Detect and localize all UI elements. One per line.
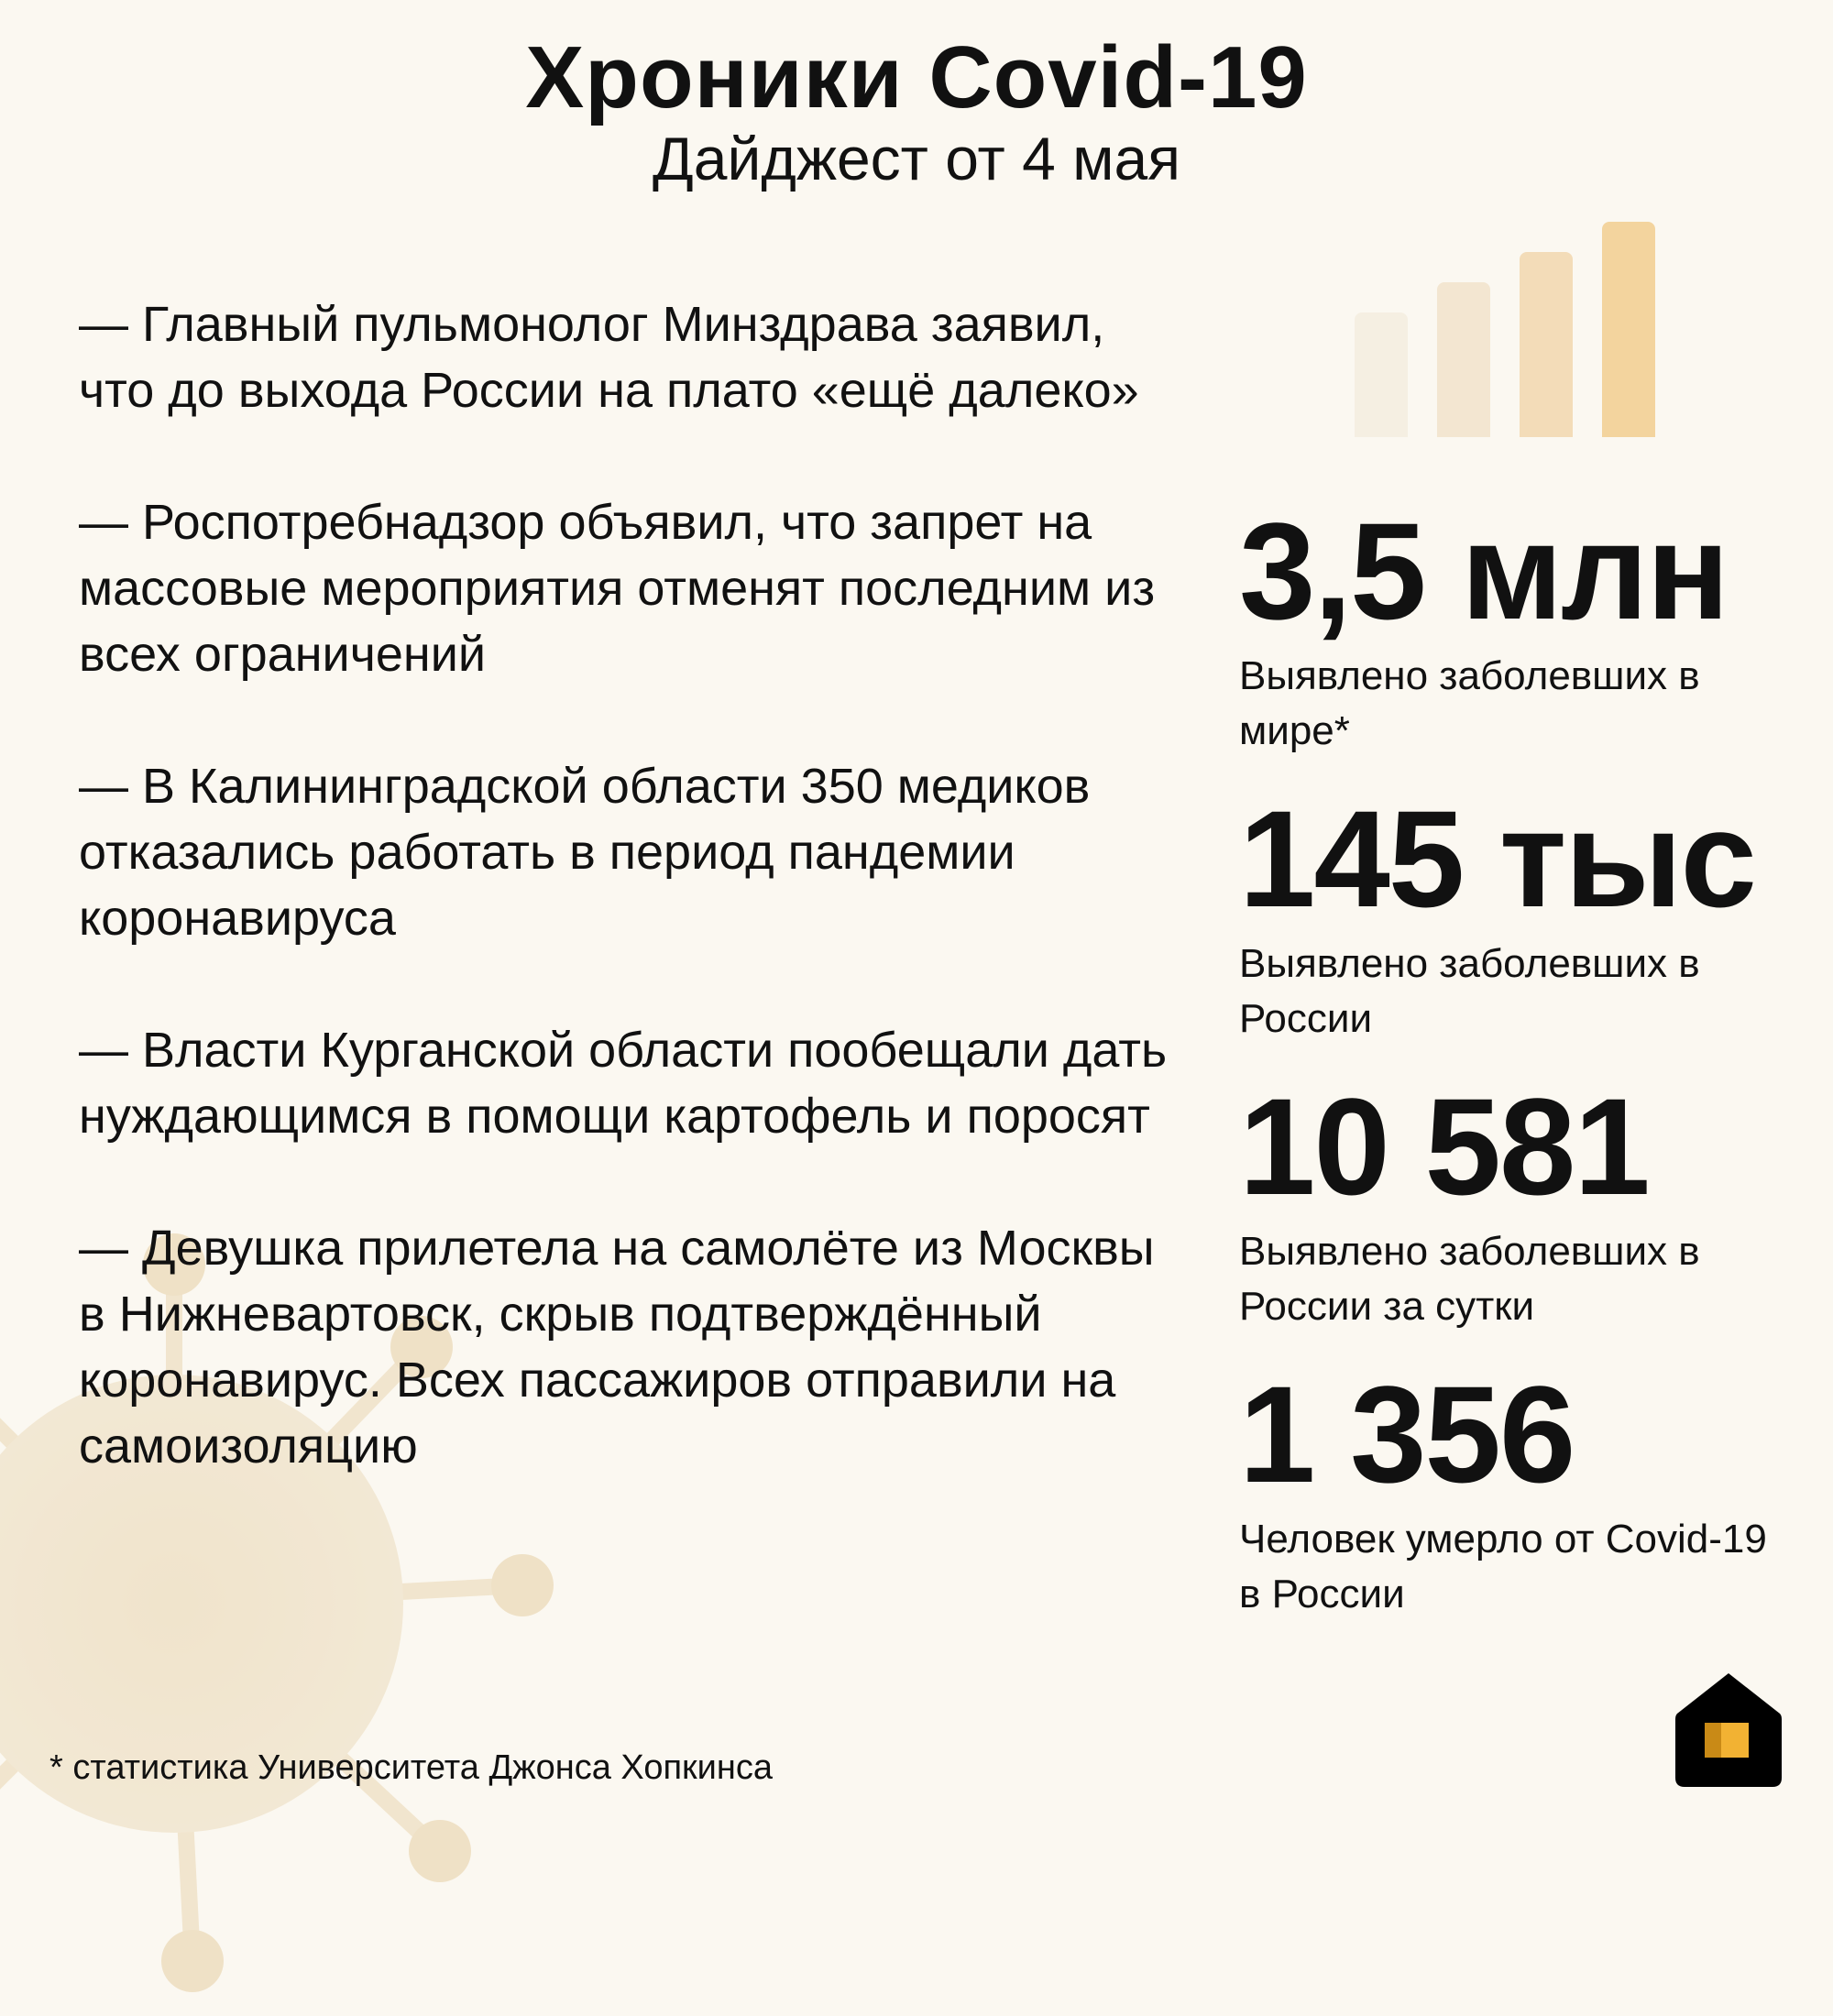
news-item: — Главный пульмонолог Минздрава заявил, что до выхода России на плато «ещё далеко» <box>79 297 1139 418</box>
bar-chart-icon <box>1355 213 1666 437</box>
house-logo-icon <box>1674 1670 1784 1789</box>
footnote: * статистика Университета Джонса Хопкинса <box>49 1748 774 1787</box>
page-subtitle: Дайджест от 4 мая <box>653 125 1180 193</box>
stat-value: 1 356 <box>1239 1357 1575 1511</box>
stat-label: Выявлено заболевших в России за сутки <box>1239 1229 1700 1329</box>
stat-russia-deaths <box>1239 1357 1807 1622</box>
bar-chart-icon-bar <box>1602 222 1655 437</box>
news-item: — Власти Курганской области пообещали дать нуждающимся в помощи картофель и поросят <box>79 1023 1168 1144</box>
news-item: — Роспотребнадзор объявил, что запрет на массовые мероприятия отменят последним из всех ограничений <box>79 495 1156 682</box>
bar-chart-icon-bar <box>1437 282 1490 437</box>
news-item: — Девушка прилетела на самолёте из Москвы в Нижневартовск, скрыв подтверждённый коронавирус. Всех пассажиров отправили на самоизоляцию <box>79 1221 1155 1474</box>
stat-label: Человек умерло от Covid-19 в России <box>1239 1517 1767 1616</box>
stat-value: 3,5 млн <box>1239 494 1729 648</box>
news-item: — В Калининградской области 350 медиков отказались работать в период пандемии коронавируса <box>79 759 1091 946</box>
stat-russia-daily-cases <box>1239 1069 1807 1334</box>
stat-value: 10 581 <box>1239 1069 1649 1223</box>
stat-value: 145 тыс <box>1239 782 1755 936</box>
stat-russia-cases <box>1239 782 1807 1046</box>
stat-label: Выявлено заболевших в России <box>1239 941 1700 1041</box>
stat-world-cases <box>1239 494 1807 759</box>
bar-chart-icon-bar <box>1520 252 1573 437</box>
stat-label: Выявлено заболевших в мире* <box>1239 653 1700 753</box>
news-list <box>79 291 1179 1545</box>
stats-panel <box>1239 494 1807 1653</box>
header <box>0 27 1833 194</box>
page-title: Хроники Covid-19 <box>525 28 1308 126</box>
bar-chart-icon-bar <box>1355 312 1408 437</box>
